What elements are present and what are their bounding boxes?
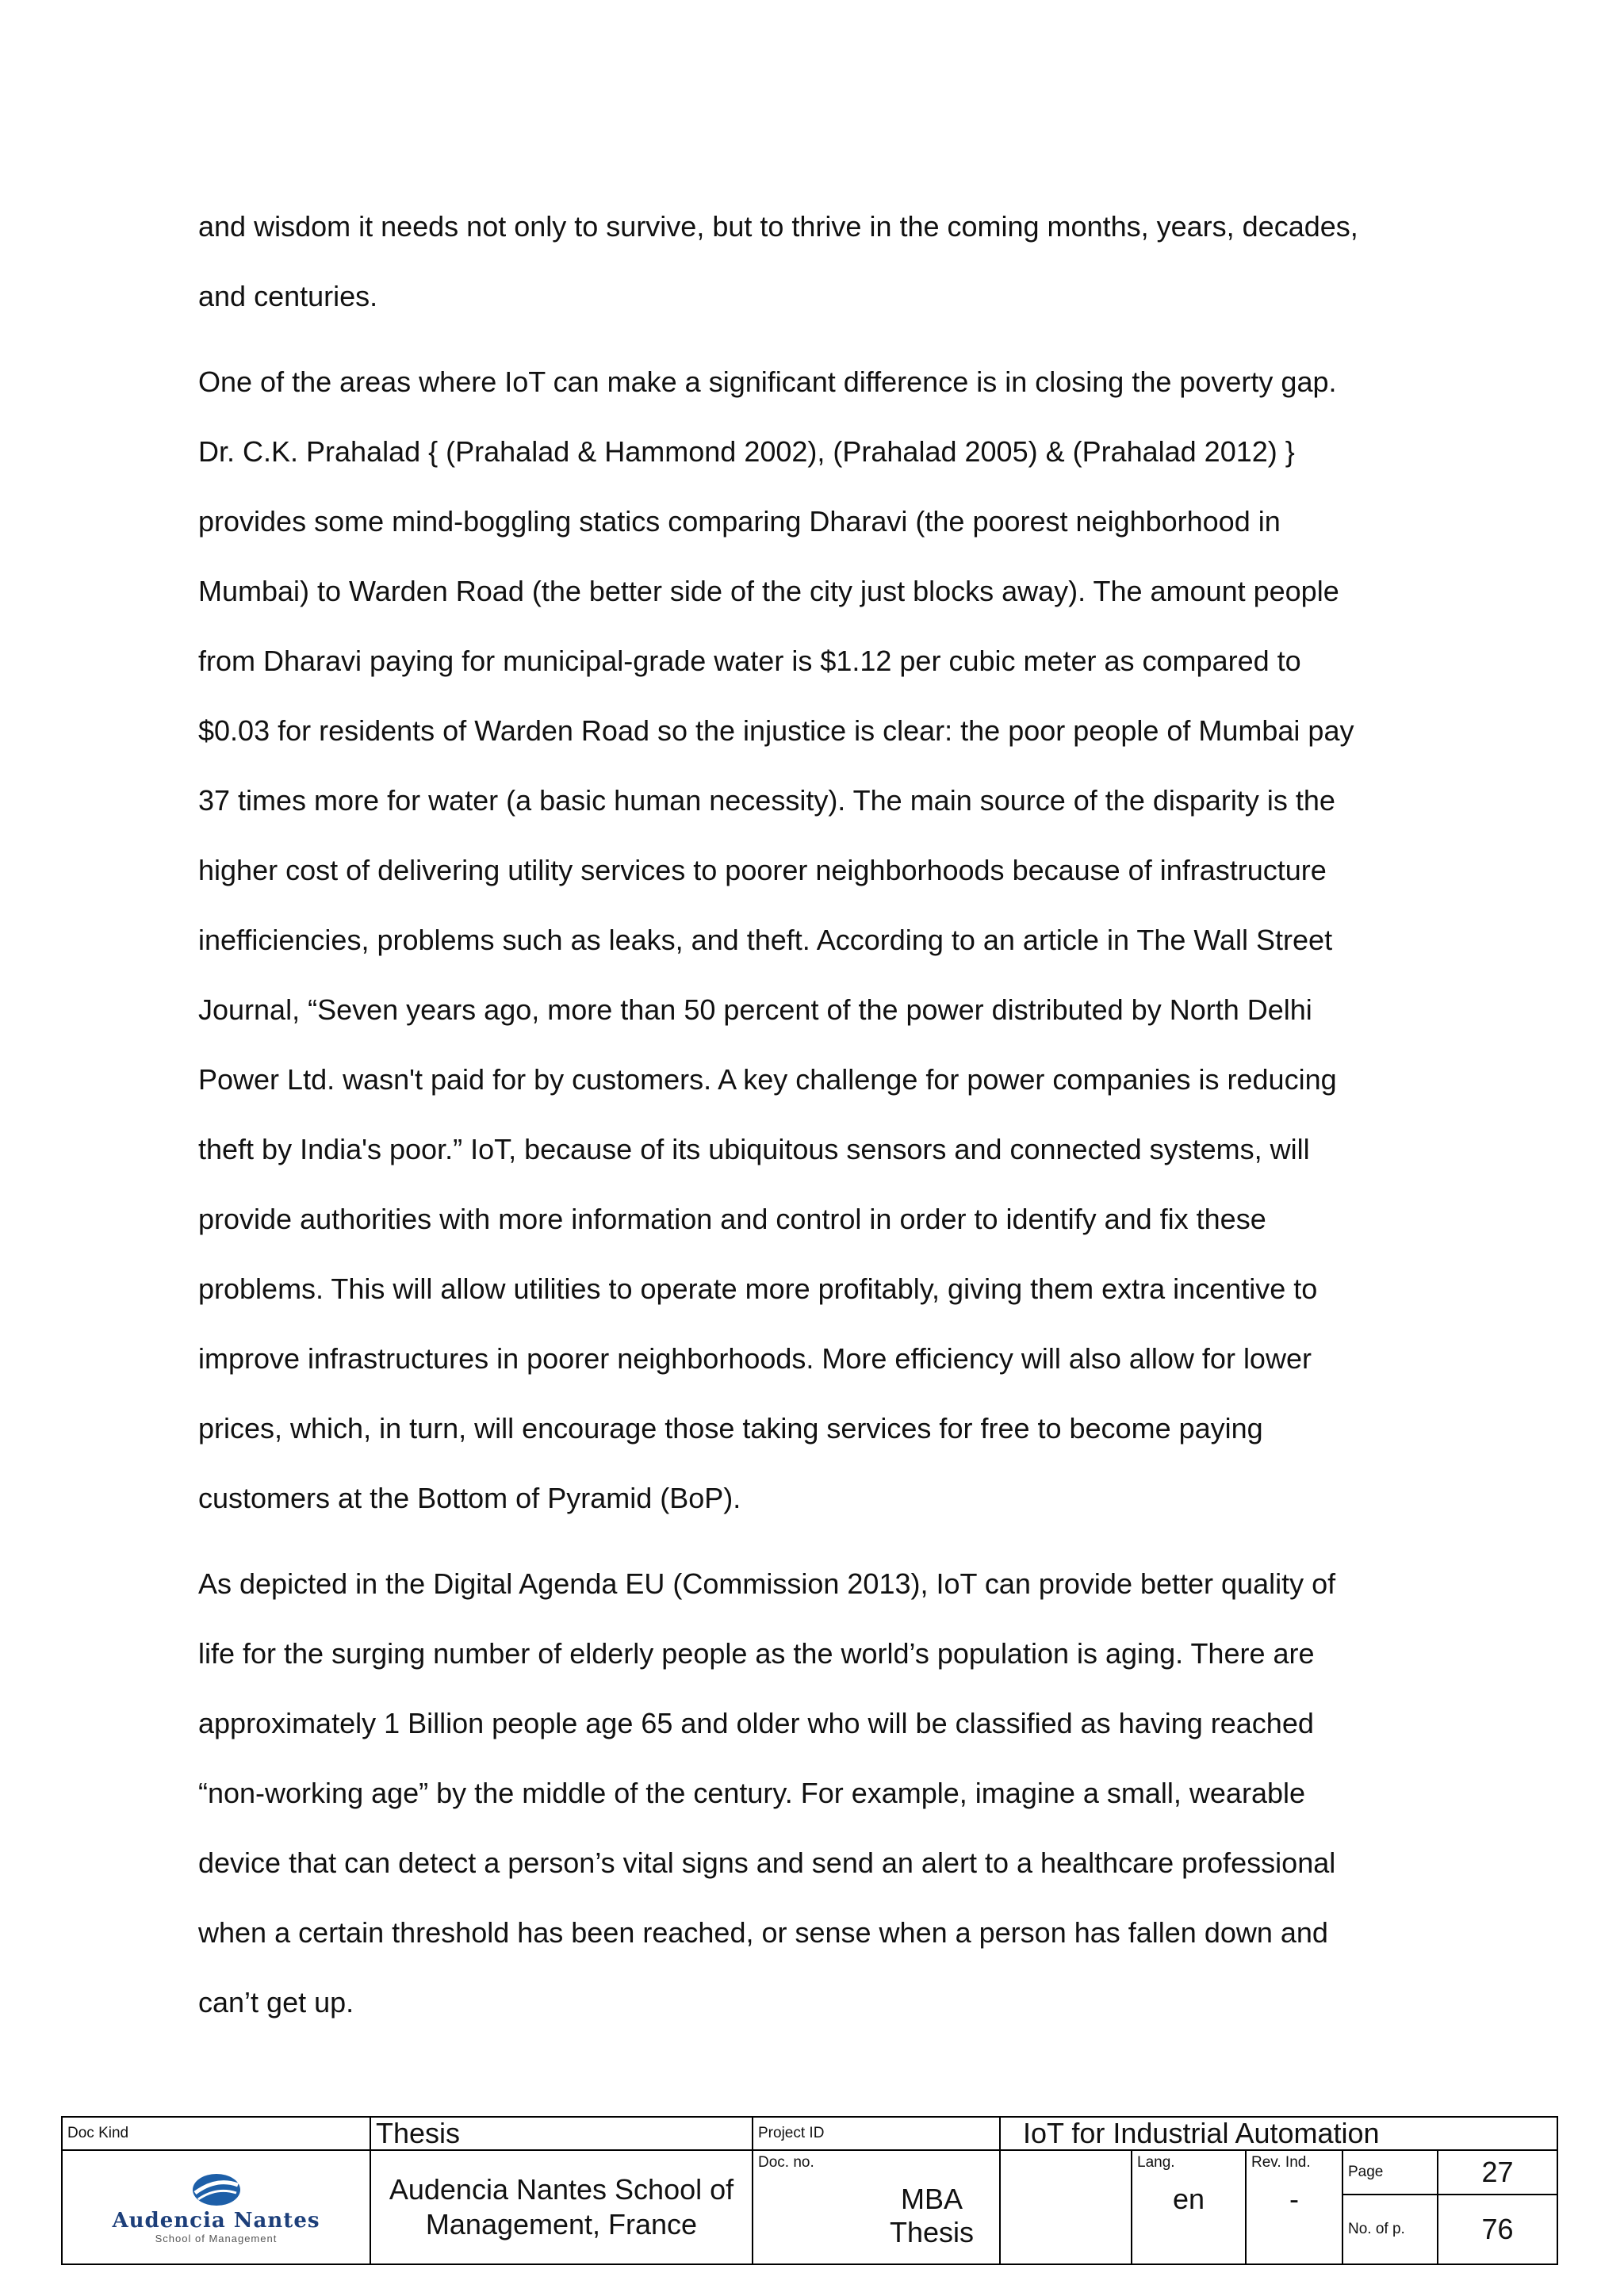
project-id-value: IoT for Industrial Automation	[1000, 2117, 1557, 2150]
paragraph: and wisdom it needs not only to survive, but to thrive in the coming months, years, decades, and centuries.	[198, 210, 1358, 312]
logo-cell	[62, 2150, 370, 2264]
doc-no-value-extension	[1000, 2150, 1132, 2264]
doc-no-value: MBA Thesis	[889, 2183, 975, 2248]
globe-icon	[189, 2171, 244, 2209]
doc-kind-label: Doc Kind	[62, 2117, 370, 2150]
lang-label: Lang.	[1137, 2154, 1175, 2171]
project-id-label: Project ID	[753, 2117, 1000, 2150]
doc-kind-value: Thesis	[370, 2117, 753, 2150]
body-text	[198, 192, 1451, 2053]
pages-value: 76	[1438, 2195, 1557, 2264]
document-footer-table	[61, 2116, 1558, 2265]
page-value: 27	[1438, 2150, 1557, 2195]
logo-name: Audencia Nantes	[112, 2208, 320, 2233]
pages-label: No. of p.	[1342, 2195, 1438, 2264]
page-label: Page	[1342, 2150, 1438, 2195]
logo-subtitle: School of Management	[155, 2232, 278, 2244]
rev-label: Rev. Ind.	[1251, 2154, 1311, 2171]
lang-value: en	[1172, 2183, 1205, 2215]
organization: Audencia Nantes School of Management, France	[370, 2150, 753, 2264]
audencia-logo	[63, 2171, 370, 2244]
lang-cell	[1132, 2150, 1246, 2264]
rev-value: -	[1289, 2183, 1299, 2215]
paragraph: As depicted in the Digital Agenda EU (Commission 2013), IoT can provide better quality of life for the surging number of elderly people as the world’s population is aging. There are approximately 1 Billion people age 65 and older who will be classified as having reached “non-working age” by the middle of the century. For example, imagine a small, wearable device that can detect a person’s vital signs and send an alert to a healthcare professional when a certain threshold has been reached, or sense when a person has fallen down and can’t get up.	[198, 1567, 1336, 2019]
doc-no-cell	[753, 2150, 1000, 2264]
rev-cell	[1246, 2150, 1342, 2264]
doc-no-label: Doc. no.	[758, 2154, 814, 2171]
paragraph: One of the areas where IoT can make a significant difference is in closing the poverty gap. Dr. C.K. Prahalad { (Prahalad & Hammond 2002), (Prahalad 2005) & (Prahalad 2012) } provides some mind-boggling statics comparing Dharavi (the poorest neighborhood in Mumbai) to Warden Road (the better side of the city just blocks away). The amount people from Dharavi paying for municipal-grade water is $1.12 per cubic meter as compared to $0.03 for residents of Warden Road so the injustice is clear: the poor people of Mumbai pay 37 times more for water (a basic human necessity). The main source of the disparity is the higher cost of delivering utility services to poorer neighborhoods because of infrastructure inefficiencies, problems such as leaks, and theft. According to an article in The Wall Street Journal, “Seven years ago, more than 50 percent of the power distributed by North Delhi Power Ltd. wasn't paid for by customers. A key challenge for power companies is reducing theft by India's poor.” IoT, because of its ubiquitous sensors and connected systems, will provide authorities with more information and control in order to identify and fix these problems. This will allow utilities to operate more profitably, giving them extra incentive to improve infrastructures in poorer neighborhoods. More efficiency will also allow for lower prices, which, in turn, will encourage those taking services for free to become paying customers at the Bottom of Pyramid (BoP).	[198, 365, 1354, 1514]
